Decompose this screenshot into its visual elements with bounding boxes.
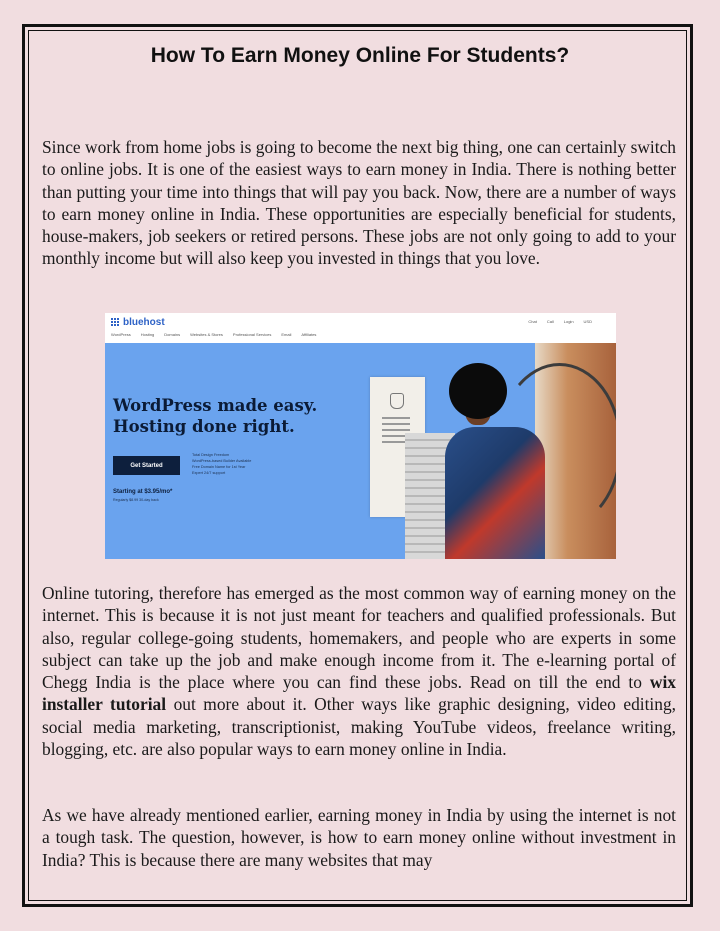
nav-item[interactable]: Domains <box>164 332 181 337</box>
paragraph-text: Online tutoring, therefore has emerged as the most common way of earning money on the internet. This is because it is not just meant for teachers and qualified professionals. But also, regular college-going students, homemakers, and people who are experts in some subject can take up the job and make enough income from it. The e-learning portal of Chegg India is the place where you can find these jobs. Read on till the end to <box>42 583 676 693</box>
nav-item[interactable]: Affiliates <box>301 332 317 337</box>
person-shirt-image <box>445 427 545 559</box>
feature-item: Free Domain Name for 1st Year <box>192 465 246 469</box>
utility-item[interactable]: Login <box>563 319 574 324</box>
nav-item[interactable]: Websites & Stores <box>190 332 223 337</box>
crest-icon <box>390 393 404 409</box>
nav-item[interactable]: Email <box>281 332 292 337</box>
screenshot-nav <box>111 332 316 337</box>
bluehost-screenshot <box>105 313 616 559</box>
feature-list <box>192 452 251 476</box>
paragraph-intro: Since work from home jobs is going to become the next big thing, one can certainly switch to online jobs. It is one of the easiest ways to earn money in India. There is nothing better than putting your time into things that will pay you back. Now, there are a number of ways to earn money online in India. These opportunities are especially beneficial for students, house-makers, job seekers or retired persons. These jobs are not only going to add to your monthly income but will also keep you invested in things that you love. <box>42 137 676 269</box>
price-label: Starting at $3.95/mo* <box>113 489 173 495</box>
hero-headline <box>113 395 317 437</box>
feature-item: Total Design Freedom <box>192 453 230 457</box>
headline-line: WordPress made easy. <box>113 396 318 415</box>
headline-line: Hosting done right. <box>113 417 295 436</box>
feature-item: Expert 24/7 support <box>192 471 226 475</box>
utility-item[interactable]: Chat <box>528 319 537 324</box>
paragraph-tutoring <box>42 582 676 760</box>
page-title: How To Earn Money Online For Students? <box>150 44 570 67</box>
utility-item[interactable]: Call <box>546 319 554 324</box>
person-hair-image <box>449 363 507 419</box>
grid-icon <box>111 318 120 327</box>
get-started-button[interactable]: Get Started <box>113 456 180 475</box>
utility-item[interactable]: USD <box>583 319 592 324</box>
nav-item[interactable]: WordPress <box>111 332 131 337</box>
utility-links <box>528 319 592 324</box>
paragraph-text: out more about it. Other ways like graphic designing, video editing, social media marketing, transcriptionist, making YouTube videos, freelance writing, blogging, etc. are also popular ways to earn money online in India. <box>42 694 676 760</box>
price-subtext: Regularly $8.99 30-day back <box>113 498 159 502</box>
wix-installer-tutorial-link[interactable]: wix installer tutorial <box>42 672 676 715</box>
nav-item[interactable]: Hosting <box>140 332 155 337</box>
hero-banner <box>105 343 616 559</box>
brand-name: bluehost <box>123 317 165 328</box>
screenshot-header <box>105 313 616 343</box>
bluehost-logo[interactable] <box>111 317 165 328</box>
nav-item[interactable]: Professional Services <box>232 332 272 337</box>
paragraph-investment: As we have already mentioned earlier, earning money in India by using the internet is not a tough task. The question, however, is how to earn money online without investment in India? This is because there are many websites that may <box>42 805 676 870</box>
feature-item: WordPress-based Builder Available <box>192 459 252 463</box>
